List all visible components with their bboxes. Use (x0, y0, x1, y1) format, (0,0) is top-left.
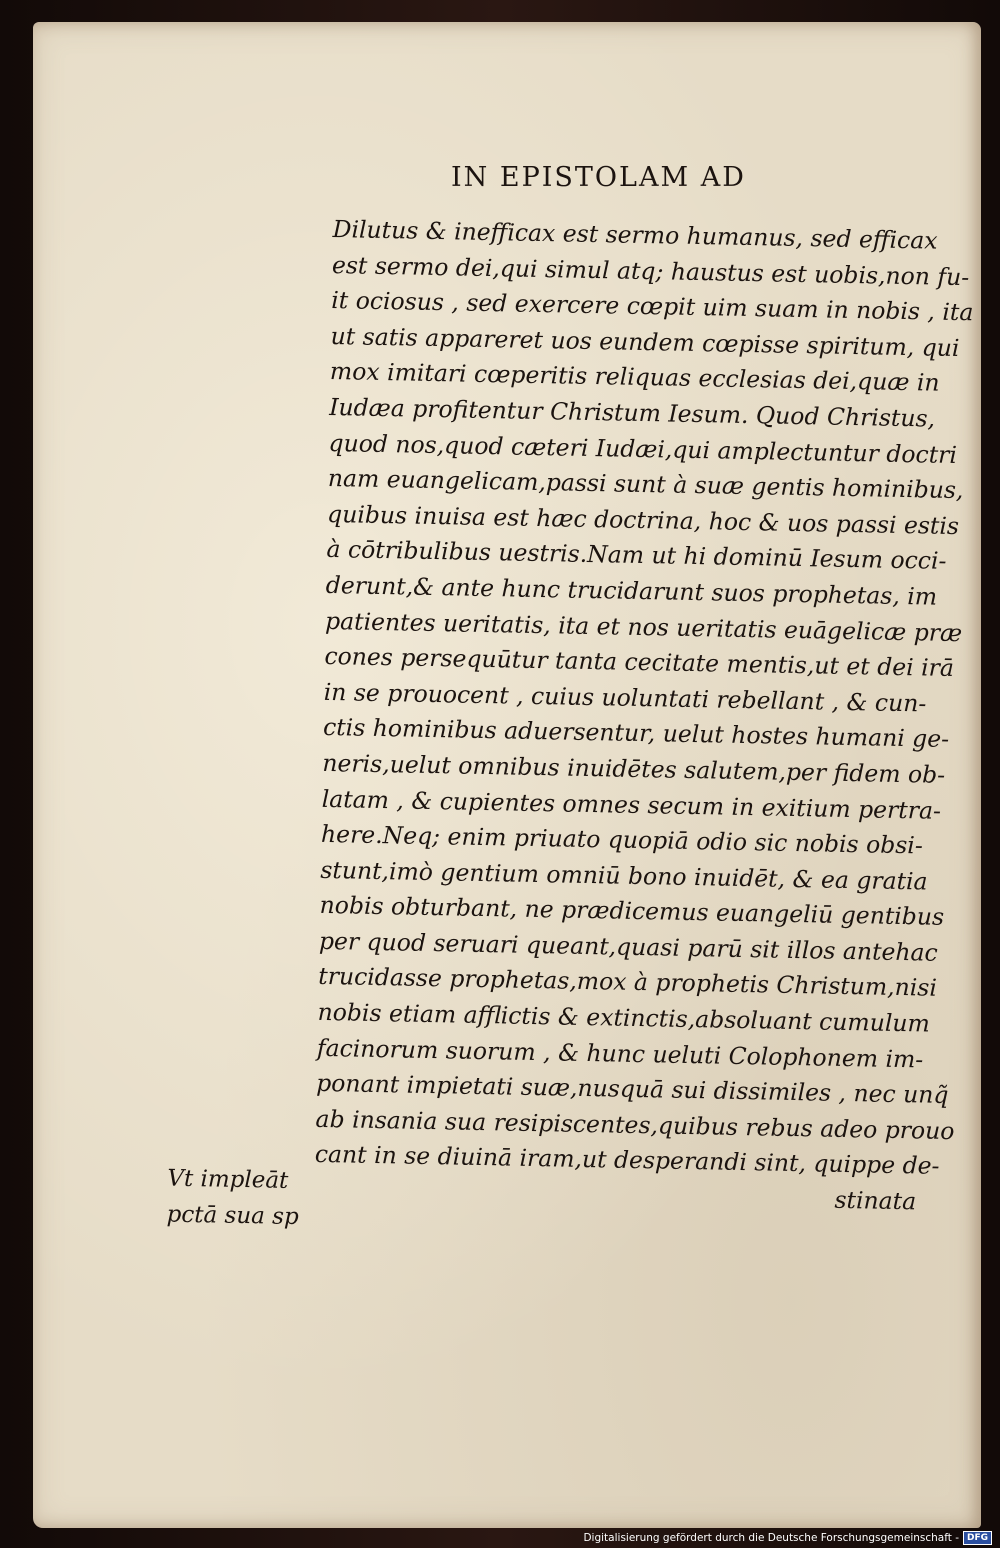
text-line: facinorum suorum , & hunc ueluti Colophonem im- (316, 1033, 924, 1074)
margin-note (166, 1161, 317, 1236)
text-line: neris,uelut omnibus inuidētes salutem,per fidem ob- (322, 748, 946, 789)
book-page (33, 22, 981, 1528)
text-line: nam euangelicam,passi sunt à suæ gentis hominibus, (327, 464, 964, 505)
body-text (314, 212, 973, 1221)
text-line: quibus inuisa est hæc doctrina, hoc & uos passi estis (326, 499, 960, 540)
text-line: patientes ueritatis, ita et nos ueritatis euāgelicæ præ (324, 606, 963, 647)
text-line: ctis hominibus aduersentur, uelut hostes humani ge- (322, 713, 950, 754)
dfg-logo: DFG (963, 1531, 992, 1545)
text-line: ponant impietati suæ,nusquā sui dissimiles , nec unq̃ (316, 1069, 949, 1110)
credit-text: Digitalisierung gefördert durch die Deutsche Forschungsgemeinschaft - (583, 1532, 959, 1544)
text-line: trucidasse prophetas,mox à prophetis Christum,nisi (318, 962, 938, 1003)
text-line: ut satis appareret uos eundem cœpisse spiritum, qui (330, 321, 960, 362)
text-line: est sermo dei,qui simul atq; haustus est uobis,non fu- (331, 250, 970, 291)
margin-note-line: pctā sua sp (166, 1201, 299, 1231)
text-line: à cōtribulibus uestris.Nam ut hi dominū Iesum occi- (326, 535, 947, 576)
text-line: per quod seruari queant,quasi parū sit illos antehac (318, 926, 939, 967)
text-line: in se prouocent , cuius uoluntati rebellant , & cun- (323, 677, 927, 718)
text-line: Dilutus & inefficax est sermo humanus, sed efficax (332, 214, 938, 255)
running-head: IN EPISTOLAM AD (451, 162, 746, 193)
catchword: stinata (834, 1185, 917, 1216)
text-line: cant in se diuinā iram,ut desperandi sint, quippe de- (314, 1140, 940, 1181)
text-line: quod nos,quod cæteri Iudæi,qui amplectuntur doctri (328, 428, 958, 469)
margin-note-line: Vt impleāt (167, 1165, 289, 1194)
text-line: mox imitari cœperitis reliquas ecclesias dei,quæ in (329, 357, 940, 398)
text-line: nobis etiam afflictis & extinctis,absoluant cumulum (317, 997, 931, 1038)
text-line: latam , & cupientes omnes secum in exitium pertra- (321, 784, 942, 825)
text-line: Iudæa profitentur Christum Iesum. Quod Christus, (328, 392, 936, 433)
text-line: nobis obturbant, ne prædicemus euangeliū gentibus (319, 891, 945, 932)
text-line: ab insania sua resipiscentes,quibus rebus adeo prouo (315, 1104, 955, 1145)
text-line: cones persequūtur tanta cecitate mentis,ut et dei irā (324, 642, 955, 683)
text-line: it ociosus , sed exercere cœpit uim suam in nobis , ita (331, 286, 974, 327)
text-line: stunt,imò gentium omniū bono inuidēt, & ea gratia (320, 855, 928, 896)
text-line: here.Neq; enim priuato quopiā odio sic nobis obsi- (320, 819, 924, 860)
text-line: derunt,& ante hunc trucidarunt suos prophetas, im (325, 570, 938, 611)
digitization-credit (583, 1530, 992, 1546)
